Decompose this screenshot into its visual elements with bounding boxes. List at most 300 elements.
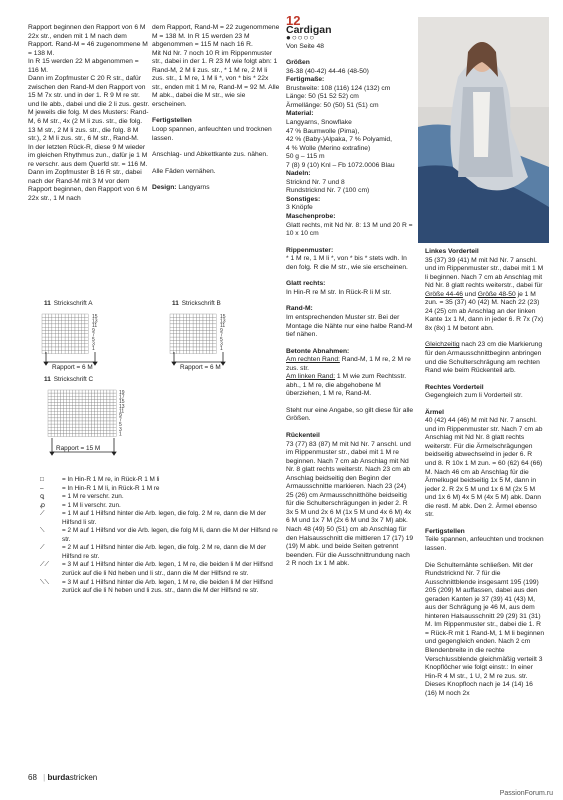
chart-cell xyxy=(113,402,116,405)
chart-cell xyxy=(72,331,75,334)
chart-a-title xyxy=(44,300,92,307)
chart-cell xyxy=(101,424,104,427)
chart-cell xyxy=(51,424,54,427)
chart-cell xyxy=(76,409,79,412)
chart-cell xyxy=(60,406,63,409)
chart-cell xyxy=(72,347,75,350)
chart-cell xyxy=(78,321,81,324)
chart-cell xyxy=(49,350,52,353)
chart-cell xyxy=(51,415,54,418)
chart-cell xyxy=(75,344,78,347)
chart-legend xyxy=(40,476,280,596)
chart-cell xyxy=(57,433,60,436)
chart-cell xyxy=(85,421,88,424)
chart-cell xyxy=(51,396,54,399)
section-title: Rückenteil xyxy=(286,431,320,439)
chart-cell xyxy=(72,344,75,347)
chart-cell xyxy=(85,347,88,350)
chart-cell xyxy=(183,327,186,330)
chart-cell xyxy=(79,433,82,436)
chart-cell xyxy=(173,334,176,337)
chart-cell xyxy=(203,350,206,353)
chart-cell xyxy=(48,402,51,405)
chart-cell xyxy=(64,427,67,430)
row-number: 3 xyxy=(92,341,95,348)
chart-cell xyxy=(64,418,67,421)
chart-cell xyxy=(170,334,173,337)
section-title: Fertigmaße: xyxy=(286,76,325,84)
chart-cell xyxy=(206,350,209,353)
chart-cell xyxy=(170,337,173,340)
chart-cell xyxy=(213,331,216,334)
label: Am linken Rand: xyxy=(286,373,336,381)
chart-cell xyxy=(73,433,76,436)
chart-cell xyxy=(180,350,183,353)
chart-cell xyxy=(196,334,199,337)
chart-cell xyxy=(65,327,68,330)
chart-cell xyxy=(64,409,67,412)
chart-cell xyxy=(73,399,76,402)
chart-cell xyxy=(68,331,71,334)
chart-cell xyxy=(183,347,186,350)
chart-cell xyxy=(78,350,81,353)
text: 3 Knöpfe xyxy=(286,204,313,212)
chart-cell xyxy=(68,324,71,327)
chart-cell xyxy=(51,402,54,405)
chart-cell xyxy=(49,321,52,324)
chart-cell xyxy=(187,334,190,337)
chart-cell xyxy=(110,433,113,436)
chart-cell xyxy=(85,415,88,418)
chart-cell xyxy=(54,424,57,427)
chart-cell xyxy=(85,390,88,393)
chart-cell xyxy=(107,396,110,399)
section-title: Maschenprobe: xyxy=(286,213,336,221)
chart-cell xyxy=(59,344,62,347)
legend-symbol: ⟋ xyxy=(40,544,45,552)
pattern-number: 12 xyxy=(286,13,301,28)
chart-cell xyxy=(85,331,88,334)
row-number: 11 xyxy=(92,323,98,330)
chart-cell xyxy=(51,427,54,430)
chart-number: 11 xyxy=(172,300,179,307)
chart-cell xyxy=(82,327,85,330)
chart-cell xyxy=(85,344,88,347)
chart-cell xyxy=(91,433,94,436)
chart-cell xyxy=(206,334,209,337)
chart-cell xyxy=(187,337,190,340)
chart-cell xyxy=(51,412,54,415)
chart-cell xyxy=(82,314,85,317)
chart-cell xyxy=(85,430,88,433)
text: Im entsprechenden Muster str. Bei der Montage die Nähte nur eine halbe Rand-M tief nähen. xyxy=(286,313,413,339)
chart-cell xyxy=(51,421,54,424)
chart-cell xyxy=(65,324,68,327)
chart-cell xyxy=(52,314,55,317)
chart-cell xyxy=(82,350,85,353)
chart-cell xyxy=(60,424,63,427)
chart-cell xyxy=(213,324,216,327)
chart-cell xyxy=(196,324,199,327)
chart-name: Strickschrift A xyxy=(53,300,93,307)
chart-cell xyxy=(52,347,55,350)
chart-cell xyxy=(64,402,67,405)
legend-symbol: ⟍ xyxy=(40,527,45,535)
chart-cell xyxy=(183,334,186,337)
row-number: 11 xyxy=(119,408,125,415)
chart-cell xyxy=(196,347,199,350)
chart-cell xyxy=(65,321,68,324)
chart-cell xyxy=(67,402,70,405)
chart-cell xyxy=(82,347,85,350)
chart-cell xyxy=(101,427,104,430)
chart-cell xyxy=(203,321,206,324)
chart-c-title xyxy=(44,376,93,383)
chart-cell xyxy=(187,324,190,327)
section-title: Sonstiges: xyxy=(286,195,321,203)
chart-cell xyxy=(190,317,193,320)
chart-cell xyxy=(177,340,180,343)
chart-cell xyxy=(206,344,209,347)
chart-name: Strickschrift B xyxy=(181,300,221,307)
chart-cell xyxy=(49,317,52,320)
chart-cell xyxy=(177,324,180,327)
row-number: 17 xyxy=(119,394,125,401)
chart-cell xyxy=(76,424,79,427)
chart-cell xyxy=(193,331,196,334)
text xyxy=(425,257,545,334)
chart-cell xyxy=(113,393,116,396)
chart-cell xyxy=(113,399,116,402)
chart-cell xyxy=(54,399,57,402)
text: 36-38 (40-42) 44-46 (48-50) xyxy=(286,67,369,75)
chart-cell xyxy=(170,327,173,330)
chart-cell xyxy=(95,390,98,393)
chart-cell xyxy=(70,396,73,399)
chart-cell xyxy=(54,393,57,396)
chart-cell xyxy=(193,334,196,337)
chart-cell xyxy=(170,321,173,324)
chart-cell xyxy=(73,418,76,421)
chart-cell xyxy=(196,314,199,317)
chart-cell xyxy=(177,347,180,350)
chart-cell xyxy=(70,402,73,405)
chart-cell xyxy=(88,393,91,396)
chart-cell xyxy=(64,424,67,427)
chart-b-title xyxy=(172,300,221,307)
row-number: 15 xyxy=(119,399,125,406)
chart-cell xyxy=(52,344,55,347)
chart-cell xyxy=(98,424,101,427)
chart-cell xyxy=(183,317,186,320)
chart-cell xyxy=(183,314,186,317)
chart-cell xyxy=(82,393,85,396)
chart-cell xyxy=(210,334,213,337)
chart-cell xyxy=(85,424,88,427)
chart-cell xyxy=(210,321,213,324)
chart-cell xyxy=(48,421,51,424)
chart-cell xyxy=(193,317,196,320)
chart-cell xyxy=(95,399,98,402)
chart-cell xyxy=(82,399,85,402)
chart-cell xyxy=(75,350,78,353)
chart-cell xyxy=(213,327,216,330)
chart-cell xyxy=(42,331,45,334)
chart-cell xyxy=(48,390,51,393)
chart-cell xyxy=(70,433,73,436)
chart-cell xyxy=(78,347,81,350)
chart-cell xyxy=(177,314,180,317)
chart-cell xyxy=(85,406,88,409)
legend-text: = 2 M auf 1 Hilfsnd hinter die Arb. legen, die folg. 2 M re, dann die M der Hilfsnd re str. xyxy=(62,544,267,560)
chart-cell xyxy=(65,344,68,347)
chart-cell xyxy=(88,399,91,402)
chart-cell xyxy=(206,331,209,334)
row-number: 13 xyxy=(119,403,125,410)
chart-cell xyxy=(42,314,45,317)
chart-cell xyxy=(187,321,190,324)
chart-cell xyxy=(85,396,88,399)
chart-cell xyxy=(48,396,51,399)
chart-cell xyxy=(70,409,73,412)
legend-symbol: ⟋⟋ xyxy=(40,561,49,569)
section-title: Ärmel xyxy=(425,408,444,416)
chart-cell xyxy=(187,344,190,347)
chart-cell xyxy=(59,327,62,330)
chart-cell xyxy=(70,418,73,421)
chart-cell xyxy=(48,399,51,402)
chart-cell xyxy=(73,396,76,399)
chart-cell xyxy=(180,331,183,334)
chart-cell xyxy=(113,433,116,436)
chart-cell xyxy=(54,427,57,430)
chart-cell xyxy=(54,433,57,436)
chart-cell xyxy=(200,324,203,327)
chart-cell xyxy=(72,337,75,340)
chart-cell xyxy=(67,433,70,436)
chart-cell xyxy=(107,424,110,427)
chart-cell xyxy=(193,350,196,353)
chart-c-rapport: Rapport = 15 M xyxy=(56,445,101,452)
chart-cell xyxy=(85,317,88,320)
chart-cell xyxy=(48,393,51,396)
chart-cell xyxy=(113,412,116,415)
chart-cell xyxy=(62,324,65,327)
chart-cell xyxy=(51,430,54,433)
chart-cell xyxy=(180,347,183,350)
chart-cell xyxy=(210,347,213,350)
chart-cell xyxy=(196,327,199,330)
design-label: Design: xyxy=(152,184,177,192)
row-number: 5 xyxy=(220,337,223,343)
legend-item xyxy=(40,493,280,502)
chart-cell xyxy=(67,415,70,418)
chart-cell xyxy=(45,340,48,343)
chart-cell xyxy=(68,350,71,353)
chart-cell xyxy=(88,430,91,433)
paragraph: In der letzten Rück-R, diese 9 M wieder im gleichen Rhythmus zun., dafür je 1 M re verschr. aus dem Querfd str. = 116 M. xyxy=(28,143,148,168)
chart-cell xyxy=(110,412,113,415)
chart-cell xyxy=(62,344,65,347)
text-part: je 1 M zun. = 35 (37) 40 (42) M. Nach 22 (23) 24 (25) cm ab Anschlag an der linken Kante 1x 1 M, dann in jeder 6. R 7x (7x) 8x (8x) 1 M betont abn. xyxy=(425,290,544,332)
chart-cell xyxy=(113,406,116,409)
chart-cell xyxy=(113,396,116,399)
chart-cell xyxy=(76,433,79,436)
chart-cell xyxy=(107,427,110,430)
chart-cell xyxy=(64,430,67,433)
chart-cell xyxy=(75,314,78,317)
chart-cell xyxy=(170,314,173,317)
chart-cell xyxy=(101,409,104,412)
chart-cell xyxy=(88,418,91,421)
chart-cell xyxy=(75,347,78,350)
row-number: 1 xyxy=(92,346,95,353)
chart-cell xyxy=(190,331,193,334)
chart-cell xyxy=(98,412,101,415)
chart-cell xyxy=(75,317,78,320)
chart-cell xyxy=(67,409,70,412)
chart-cell xyxy=(177,317,180,320)
chart-cell xyxy=(55,344,58,347)
chart-cell xyxy=(82,344,85,347)
chart-cell xyxy=(91,427,94,430)
chart-cell xyxy=(107,433,110,436)
chart-cell xyxy=(190,324,193,327)
chart-cell xyxy=(42,350,45,353)
chart-cell xyxy=(82,424,85,427)
chart-cell xyxy=(62,321,65,324)
chart-cell xyxy=(210,337,213,340)
section-title: Rippenmuster: xyxy=(286,246,334,254)
chart-cell xyxy=(203,327,206,330)
chart-cell xyxy=(60,409,63,412)
chart-cell xyxy=(98,409,101,412)
chart-cell xyxy=(82,321,85,324)
chart-cell xyxy=(85,418,88,421)
chart-cell xyxy=(45,331,48,334)
chart-cell xyxy=(95,433,98,436)
chart-cell xyxy=(52,334,55,337)
text xyxy=(286,373,414,399)
chart-cell xyxy=(200,321,203,324)
chart-cell xyxy=(48,409,51,412)
section-title: Rechtes Vorderteil xyxy=(425,383,484,391)
chart-cell xyxy=(57,424,60,427)
chart-cell xyxy=(183,344,186,347)
chart-cell xyxy=(104,424,107,427)
section-title: Rand-M: xyxy=(286,305,313,313)
chart-cell xyxy=(49,344,52,347)
chart-cell xyxy=(57,427,60,430)
chart-cell xyxy=(193,327,196,330)
chart-cell xyxy=(177,334,180,337)
chart-cell xyxy=(48,427,51,430)
chart-cell xyxy=(60,433,63,436)
pattern-title: Cardigan xyxy=(286,23,332,36)
chart-cell xyxy=(173,324,176,327)
chart-cell xyxy=(95,402,98,405)
row-number: 5 xyxy=(92,337,95,343)
chart-cell xyxy=(82,430,85,433)
chart-cell xyxy=(67,396,70,399)
legend-item xyxy=(40,527,280,544)
chart-cell xyxy=(54,402,57,405)
chart-cell xyxy=(213,347,216,350)
chart-cell xyxy=(79,430,82,433)
chart-cell xyxy=(104,421,107,424)
chart-cell xyxy=(101,421,104,424)
chart-cell xyxy=(51,399,54,402)
chart-cell xyxy=(70,393,73,396)
chart-cell xyxy=(200,344,203,347)
chart-cell xyxy=(107,430,110,433)
chart-cell xyxy=(101,406,104,409)
design-credit xyxy=(152,184,280,193)
chart-cell xyxy=(170,331,173,334)
chart-cell xyxy=(91,406,94,409)
legend-symbol: ⟋ xyxy=(40,510,45,518)
section-title-fertigstellen: Fertigstellen xyxy=(152,117,192,125)
chart-cell xyxy=(85,321,88,324)
chart-number: 11 xyxy=(44,376,51,383)
section-title: Glatt rechts: xyxy=(286,280,326,288)
chart-cell xyxy=(213,340,216,343)
chart-cell xyxy=(210,331,213,334)
chart-cell xyxy=(60,399,63,402)
chart-cell xyxy=(62,347,65,350)
legend-text: = In Hin-R 1 M li, in Rück-R 1 M re xyxy=(62,484,160,492)
chart-cell xyxy=(210,314,213,317)
chart-cell xyxy=(59,337,62,340)
legend-item xyxy=(40,544,280,561)
chart-cell xyxy=(49,347,52,350)
chart-cell xyxy=(206,337,209,340)
chart-cell xyxy=(52,350,55,353)
chart-cell xyxy=(110,421,113,424)
chart-cell xyxy=(110,415,113,418)
chart-cell xyxy=(68,337,71,340)
chart-cell xyxy=(60,421,63,424)
chart-cell xyxy=(213,350,216,353)
chart-cell xyxy=(88,433,91,436)
chart-cell xyxy=(203,331,206,334)
chart-cell xyxy=(62,337,65,340)
chart-cell xyxy=(113,424,116,427)
chart-cell xyxy=(110,427,113,430)
chart-cell xyxy=(67,390,70,393)
chart-cell xyxy=(180,314,183,317)
chart-cell xyxy=(42,327,45,330)
chart-cell xyxy=(49,340,52,343)
chart-cell xyxy=(42,317,45,320)
chart-cell xyxy=(190,321,193,324)
chart-cell xyxy=(200,337,203,340)
row-number: 13 xyxy=(220,318,226,325)
chart-cell xyxy=(88,406,91,409)
column-4 xyxy=(425,248,545,698)
chart-cell xyxy=(170,350,173,353)
chart-cell xyxy=(196,337,199,340)
chart-cell xyxy=(60,390,63,393)
chart-cell xyxy=(52,327,55,330)
chart-cell xyxy=(48,430,51,433)
row-number: 3 xyxy=(220,341,223,348)
chart-cell xyxy=(55,331,58,334)
chart-cell xyxy=(70,412,73,415)
text: Gegengleich zum li Vorderteil str. xyxy=(425,392,523,400)
section-title: Fertigstellen xyxy=(425,527,465,535)
chart-cell xyxy=(88,396,91,399)
